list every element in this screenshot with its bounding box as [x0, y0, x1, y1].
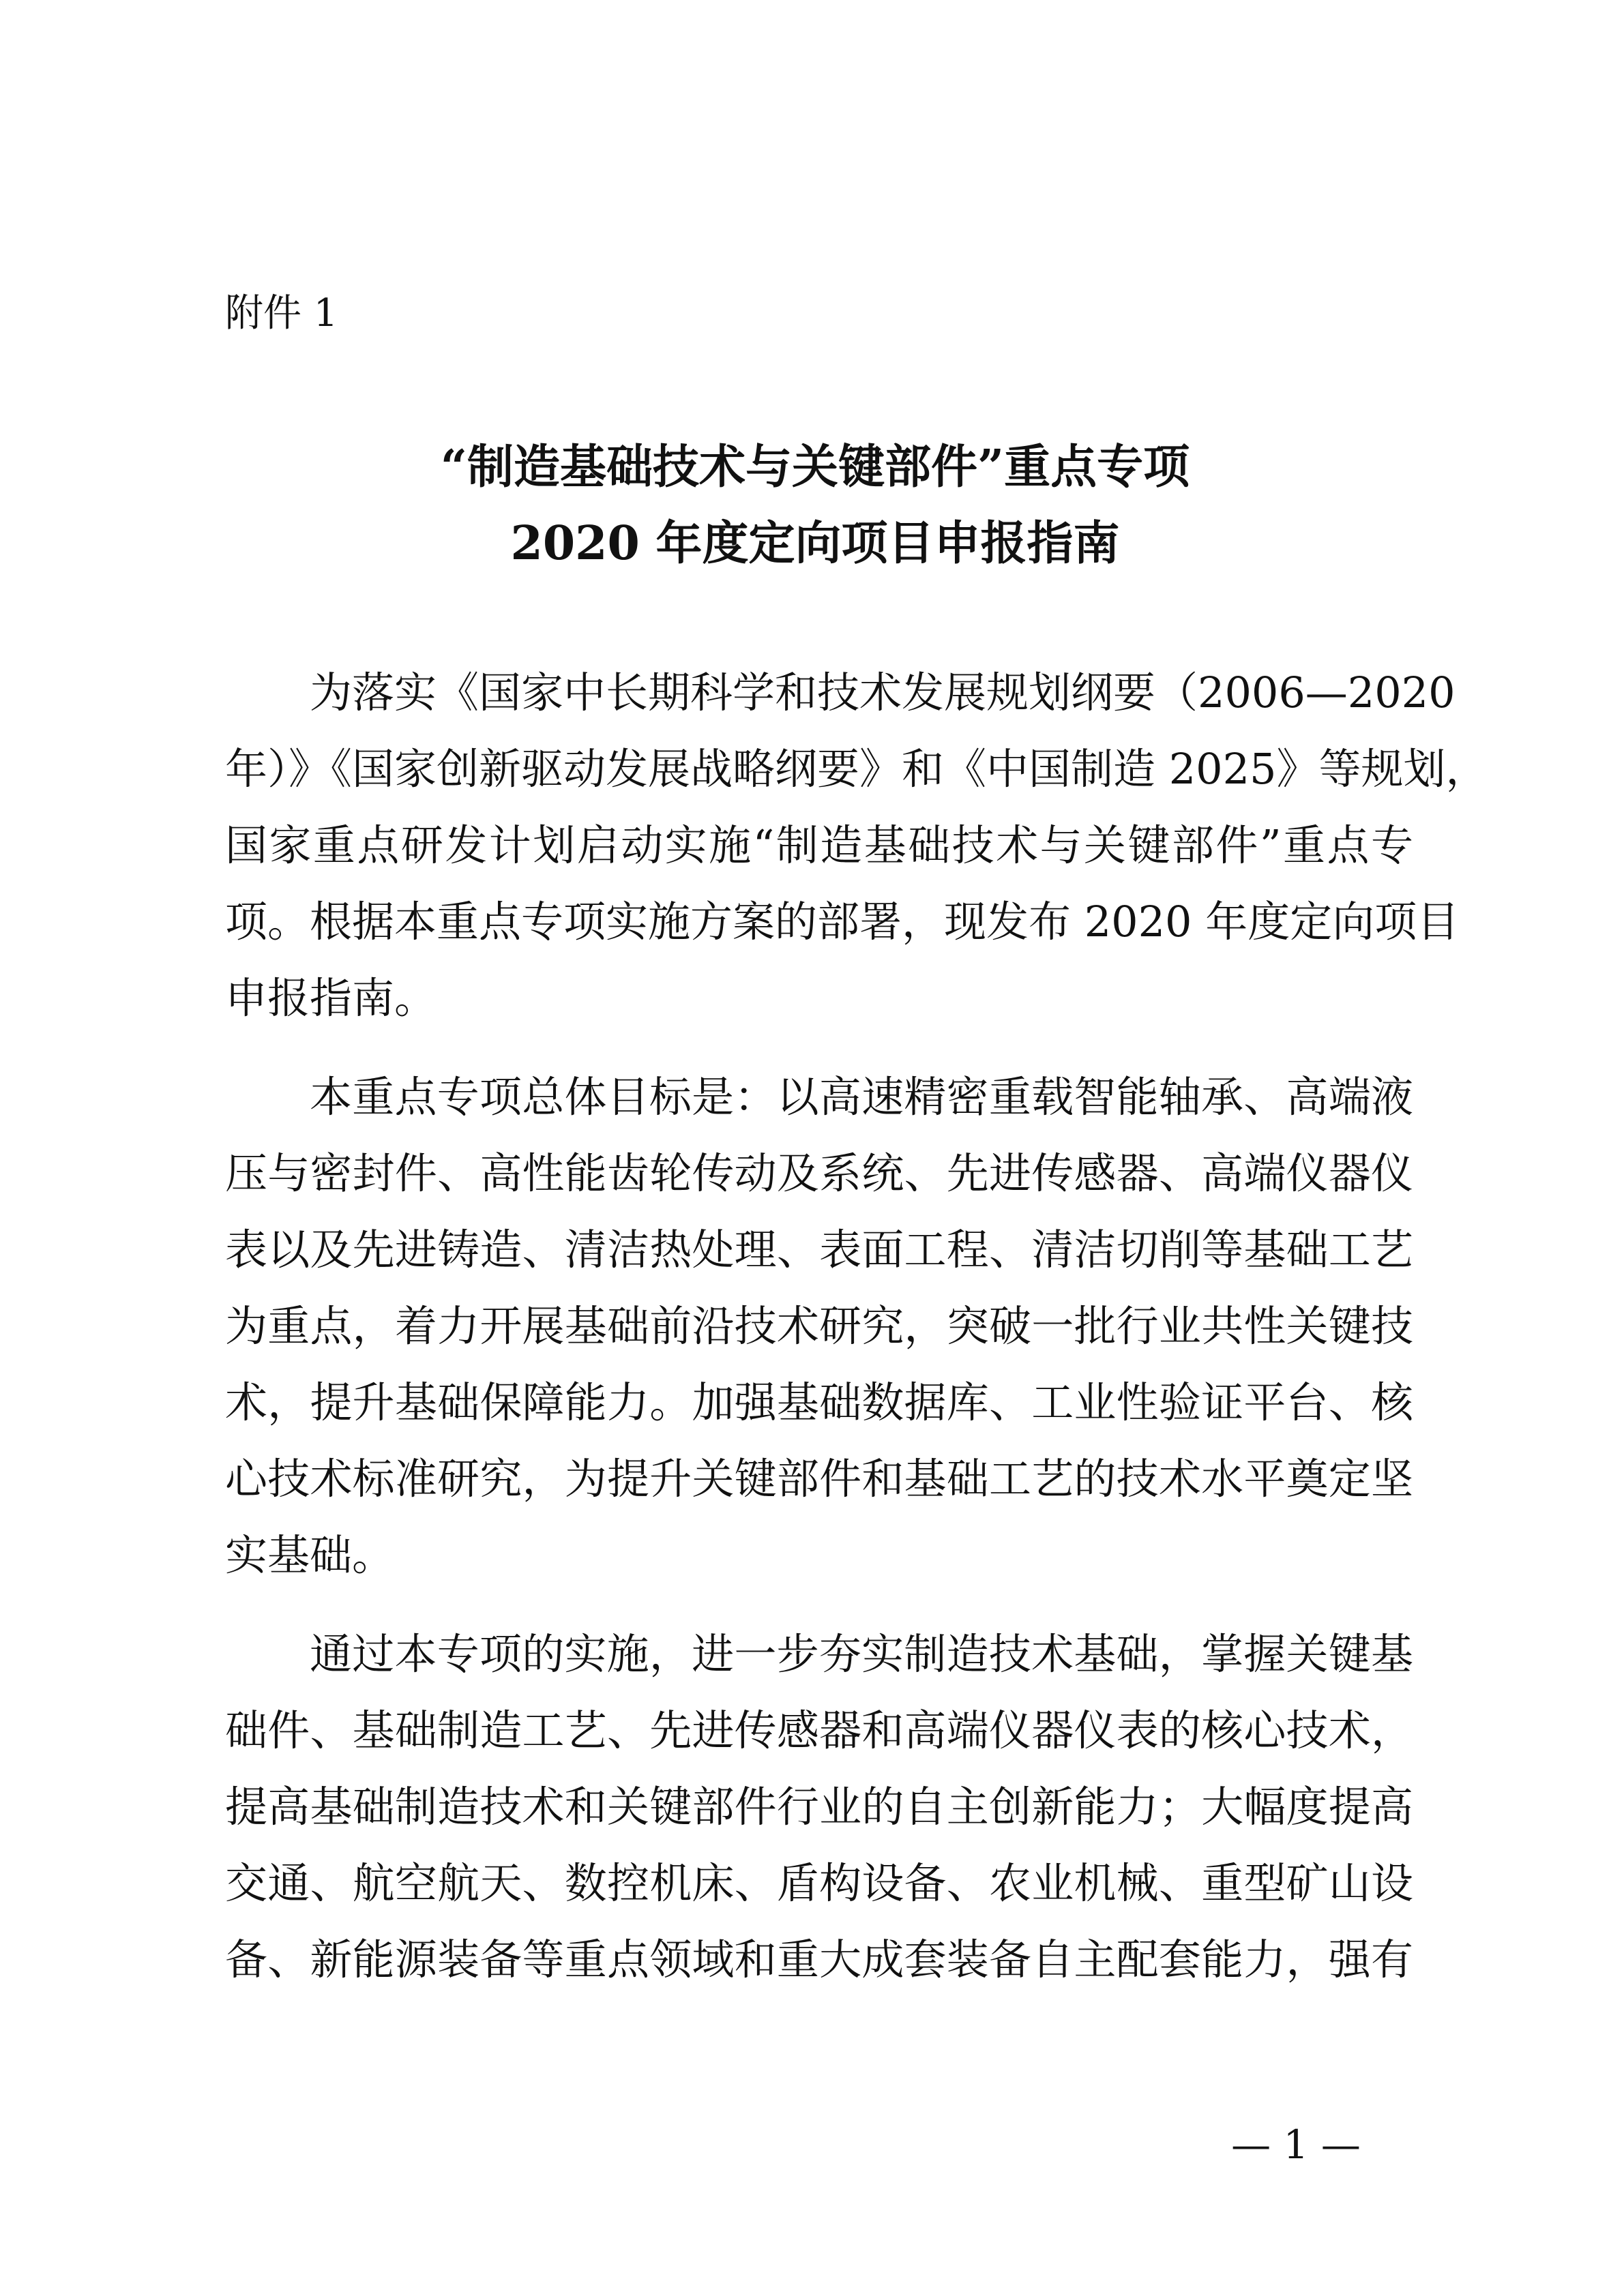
- paragraph-overall-goal: [225, 1059, 1413, 1594]
- page-number: — 1 —: [1231, 2121, 1361, 2168]
- paragraph-implementation: [225, 1616, 1413, 1998]
- attachment-label: 附件 1: [225, 291, 338, 336]
- paragraph-line: 国家重点研发计划启动实施“制造基础技术与关键部件”重点专: [225, 820, 1413, 870]
- paragraph-line: 提高基础制造技术和关键部件行业的自主创新能力；大幅度提高: [225, 1782, 1413, 1832]
- document-title-line-2: 2020 年度定向项目申报指南: [510, 516, 1120, 571]
- paragraph-line: 表以及先进铸造、清洁热处理、表面工程、清洁切削等基础工艺: [225, 1225, 1413, 1274]
- paragraph-line: 压与密封件、高性能齿轮传动及系统、先进传感器、高端仪器仪: [225, 1148, 1413, 1198]
- paragraph-line: 交通、航空航天、数控机床、盾构设备、农业机械、重型矿山设: [225, 1858, 1413, 1908]
- document-title-line-1: “制造基础技术与关键部件”重点专项: [440, 440, 1190, 494]
- paragraph-line: 备、新能源装备等重点领域和重大成套装备自主配套能力，强有: [225, 1935, 1413, 1984]
- paragraph-line: 本重点专项总体目标是：以高速精密重载智能轴承、高端液: [310, 1072, 1413, 1122]
- paragraph-line: 申报指南。: [225, 973, 437, 1023]
- paragraph-line: 础件、基础制造工艺、先进传感器和高端仪器仪表的核心技术，: [225, 1705, 1413, 1755]
- paragraph-line: 通过本专项的实施，进一步夯实制造技术基础，掌握关键基: [310, 1629, 1413, 1679]
- paragraph-line: 术，提升基础保障能力。加强基础数据库、工业性验证平台、核: [225, 1377, 1413, 1427]
- paragraph-line: 实基础。: [225, 1530, 395, 1580]
- paragraph-intro: [225, 655, 1488, 1037]
- paragraph-line: 为落实《国家中长期科学和技术发展规划纲要（2006—2020: [310, 668, 1456, 717]
- paragraph-line: 为重点，着力开展基础前沿技术研究，突破一批行业共性关键技: [225, 1301, 1413, 1351]
- paragraph-line: 项。根据本重点专项实施方案的部署，现发布 2020 年度定向项目: [225, 897, 1460, 946]
- paragraph-line: 年）》《国家创新驱动发展战略纲要》和《中国制造 2025》等规划，: [225, 744, 1488, 794]
- paragraph-line: 心技术标准研究，为提升关键部件和基础工艺的技术水平奠定坚: [225, 1454, 1413, 1504]
